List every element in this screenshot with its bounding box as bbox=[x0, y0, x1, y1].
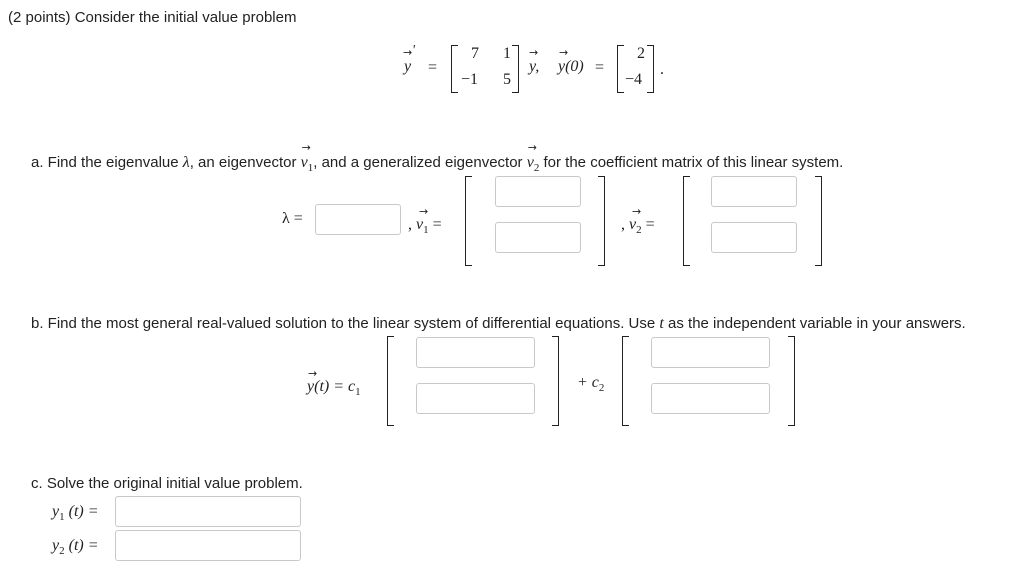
plus-c2-label: + $c_2$ bbox=[577, 374, 605, 394]
lambda-symbol: λ bbox=[182, 154, 190, 171]
v1-right-bracket bbox=[598, 176, 605, 266]
vector-arrow-icon: → bbox=[527, 141, 537, 154]
part-a-instructions: a. Find the eigenvalue λ, an eigenvector → $v_1$, and a generalized eigenvector → $v_2$ for the coefficient matrix of this linear system. bbox=[31, 141, 844, 174]
v2-component-2-field[interactable] bbox=[712, 223, 796, 252]
problem-header: (2 points) Consider the initial value problem bbox=[8, 9, 297, 26]
v1-component-2-input[interactable] bbox=[495, 222, 581, 253]
v2-symbol: → $v_2$ bbox=[526, 141, 540, 174]
v2-component-2-input[interactable] bbox=[711, 222, 797, 253]
y-vector: y bbox=[404, 58, 412, 75]
vector-arrow-icon: → bbox=[403, 46, 413, 59]
solution2-component-2-input[interactable] bbox=[651, 383, 770, 414]
initial-condition-label: y(0) bbox=[558, 58, 584, 75]
y-vector-rhs: y, bbox=[529, 58, 540, 75]
initial-right-bracket bbox=[647, 45, 654, 93]
general-solution-label: → $y(t) = c_1$ bbox=[307, 367, 361, 398]
part-c-instructions: c. Solve the original initial value problem. bbox=[31, 475, 303, 492]
vector-arrow-icon: → bbox=[529, 46, 539, 59]
matrix-r2c2: 5 bbox=[503, 71, 511, 88]
solution2-right-bracket bbox=[788, 336, 795, 426]
solution1-left-bracket bbox=[387, 336, 394, 426]
v1-component-1-field[interactable] bbox=[496, 177, 580, 206]
vector-arrow-icon: → bbox=[308, 367, 318, 380]
v1-component-1-input[interactable] bbox=[495, 176, 581, 207]
solution2-left-bracket bbox=[622, 336, 629, 426]
ivp-equation bbox=[395, 42, 675, 98]
v2-component-1-input[interactable] bbox=[711, 176, 797, 207]
matrix-r2c1: −1 bbox=[461, 71, 479, 88]
matrix-r1c1: 7 bbox=[471, 45, 479, 62]
v2-label: → , $v_2$ = bbox=[621, 205, 655, 236]
matrix-r1c2: 1 bbox=[503, 45, 511, 62]
initial-left-bracket bbox=[617, 45, 624, 93]
y2-label: $y_2$ (t) = bbox=[52, 537, 99, 557]
solution1-component-1-field[interactable] bbox=[417, 338, 534, 367]
y2-field[interactable] bbox=[116, 531, 300, 560]
matrix-left-bracket bbox=[451, 45, 458, 93]
v2-left-bracket bbox=[683, 176, 690, 266]
v1-left-bracket bbox=[465, 176, 472, 266]
y1-input[interactable] bbox=[115, 496, 301, 527]
solution1-component-2-input[interactable] bbox=[416, 383, 535, 414]
y2-input[interactable] bbox=[115, 530, 301, 561]
solution1-component-2-field[interactable] bbox=[417, 384, 534, 413]
eigenvalue-input[interactable] bbox=[315, 204, 401, 235]
solution1-right-bracket bbox=[552, 336, 559, 426]
vector-arrow-icon: → bbox=[419, 205, 429, 218]
initial-r1: 2 bbox=[637, 45, 645, 62]
vector-arrow-icon: → bbox=[301, 141, 311, 154]
y1-label: $y_1$ (t) = bbox=[52, 503, 99, 523]
solution2-component-2-field[interactable] bbox=[652, 384, 769, 413]
part-b-instructions: b. Find the most general real-valued solution to the linear system of differential equations. Use t as the independent variable in your answers. bbox=[31, 315, 966, 332]
eigenvalue-field[interactable] bbox=[316, 205, 400, 234]
vector-arrow-icon: → bbox=[559, 46, 569, 59]
lambda-label: λ = bbox=[282, 210, 303, 227]
period: . bbox=[660, 61, 664, 78]
initial-equals: = bbox=[595, 59, 605, 76]
v2-component-1-field[interactable] bbox=[712, 177, 796, 206]
v2-right-bracket bbox=[815, 176, 822, 266]
y1-field[interactable] bbox=[116, 497, 300, 526]
solution2-component-1-field[interactable] bbox=[652, 338, 769, 367]
solution2-component-1-input[interactable] bbox=[651, 337, 770, 368]
equals-sign: = bbox=[428, 59, 438, 76]
prime-mark: ' bbox=[412, 43, 415, 58]
v1-label: → , $v_1$ = bbox=[408, 205, 442, 236]
vector-arrow-icon: → bbox=[632, 205, 642, 218]
v1-symbol: → $v_1$ bbox=[300, 141, 314, 174]
matrix-right-bracket bbox=[512, 45, 519, 93]
v1-component-2-field[interactable] bbox=[496, 223, 580, 252]
solution1-component-1-input[interactable] bbox=[416, 337, 535, 368]
initial-r2: −4 bbox=[625, 71, 643, 88]
